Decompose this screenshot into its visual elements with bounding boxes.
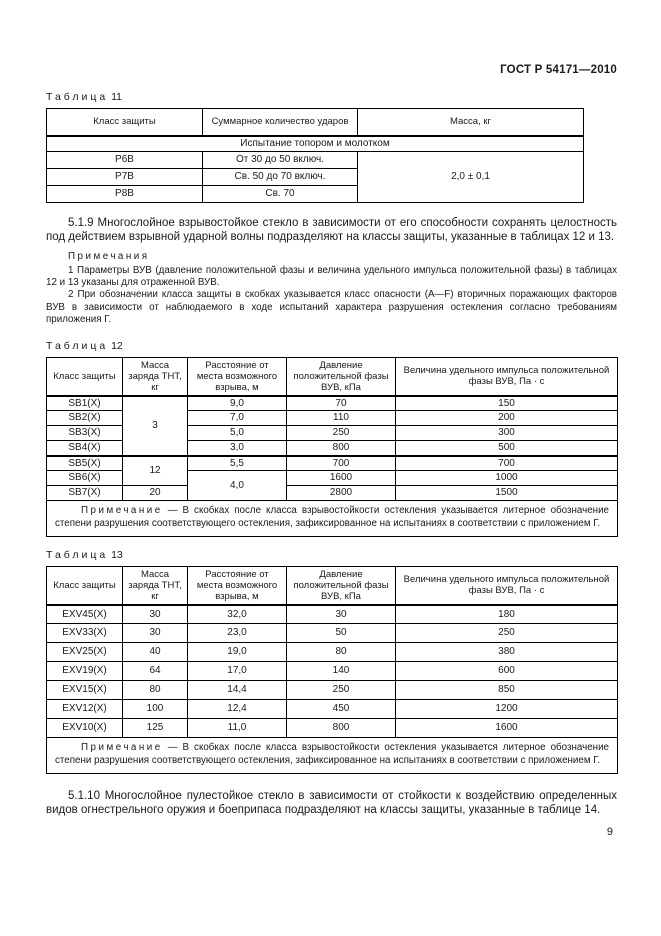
table-cell: 150: [396, 396, 618, 411]
table-cell: EXV33(X): [47, 624, 123, 643]
table-11: [46, 108, 584, 203]
table-row: [47, 486, 618, 501]
table-cell: SB7(X): [47, 486, 123, 501]
column-header: Класс защиты: [47, 109, 203, 136]
note-item: 1 Параметры ВУВ (давление положительной фазы и величина удельного импульса положительной фазы) в таблицах 12 и 13 указаны для отраженной ВУВ.: [46, 265, 617, 289]
notes-block: [46, 251, 617, 326]
column-header: Расстояние от места возможного взрыва, м: [188, 567, 287, 605]
column-header: Масса, кг: [358, 109, 584, 136]
table-cell: 100: [123, 700, 188, 719]
column-header: Класс защиты: [47, 567, 123, 605]
table-cell: SB2(X): [47, 411, 123, 426]
table-cell: 250: [287, 426, 396, 441]
table-cell: SB1(X): [47, 396, 123, 411]
table13-label: [46, 549, 617, 561]
table-cell: 800: [287, 441, 396, 456]
document-header: ГОСТ Р 54171—2010: [500, 64, 617, 76]
table-note-text: — В скобках после класса взрывостойкости остекления указывается литерное обозначение степени разрушения соответствующего остекления, зафиксированное на испытаниях в соответствии с приложением Г.: [55, 742, 609, 766]
table-cell: EXV10(X): [47, 719, 123, 738]
column-header: Класс защиты: [47, 358, 123, 396]
column-header: Давление положительной фазы ВУВ, кПа: [287, 567, 396, 605]
table-cell: 32,0: [188, 605, 287, 624]
page-number: 9: [606, 825, 613, 838]
paragraph-5-1-10: 5.1.10 Многослойное пулестойкое стекло в зависимости от стойкости к воздействию определенных видов огнестрельного оружия и боеприпаса подразделяют на классы защиты, указанные в таблице 14.: [46, 790, 617, 817]
column-header: Давление положительной фазы ВУВ, кПа: [287, 358, 396, 396]
table-cell: 1600: [287, 471, 396, 486]
table12-label-word: Таблица: [46, 340, 109, 353]
table-cell: SB3(X): [47, 426, 123, 441]
table-note: [47, 738, 618, 774]
table11-label: [46, 91, 617, 103]
table-cell: 12,4: [188, 700, 287, 719]
table-cell: EXV19(X): [47, 662, 123, 681]
table11-label-word: Таблица: [46, 91, 109, 103]
table11-label-number: 11: [111, 91, 122, 103]
paragraph-5-1-9: 5.1.9 Многослойное взрывостойкое стекло в зависимости от его способности сохранять целостность под действием взрывной ударной волны подразделяют на классы защиты, указанные в таблицах 12 и 13.: [46, 217, 617, 244]
table-cell: 3,0: [188, 441, 287, 456]
table-cell: 300: [396, 426, 618, 441]
table-cell: Св. 50 до 70 включ.: [203, 169, 358, 186]
table13-label-word: Таблица: [46, 549, 109, 562]
table-note-row: [47, 738, 618, 774]
table-cell: 110: [287, 411, 396, 426]
table-cell: 30: [123, 605, 188, 624]
table-cell: 3: [123, 396, 188, 456]
table-cell: 1500: [396, 486, 618, 501]
table-cell: 17,0: [188, 662, 287, 681]
table-13: [46, 566, 618, 774]
table-cell: 40: [123, 643, 188, 662]
table-cell: 2,0 ± 0,1: [358, 152, 584, 203]
table-cell: 7,0: [188, 411, 287, 426]
table-cell: EXV25(X): [47, 643, 123, 662]
table-section-title: Испытание топором и молотком: [47, 136, 584, 152]
table-cell: EXV15(X): [47, 681, 123, 700]
table13-label-number: 13: [111, 549, 123, 562]
table-cell: 2800: [287, 486, 396, 501]
table12-label: [46, 340, 617, 352]
column-header: Расстояние от места возможного взрыва, м: [188, 358, 287, 396]
table-cell: От 30 до 50 включ.: [203, 152, 358, 169]
table-row: [47, 700, 618, 719]
notes-heading: Примечания: [68, 250, 150, 262]
table-cell: Р6В: [47, 152, 203, 169]
table-cell: 800: [287, 719, 396, 738]
table-cell: 50: [287, 624, 396, 643]
table-cell: 30: [123, 624, 188, 643]
table-cell: 70: [287, 396, 396, 411]
table-cell: SB6(X): [47, 471, 123, 486]
table-section-row: [47, 136, 584, 152]
table-cell: 80: [123, 681, 188, 700]
table-cell: SB5(X): [47, 456, 123, 471]
table-cell: SB4(X): [47, 441, 123, 456]
table-cell: Р7В: [47, 169, 203, 186]
table-cell: 250: [396, 624, 618, 643]
table-cell: 1000: [396, 471, 618, 486]
table-cell: 180: [396, 605, 618, 624]
table-cell: 9,0: [188, 396, 287, 411]
column-header: Величина удельного импульса положительной фазы ВУВ, Па · с: [396, 567, 618, 605]
table-cell: 11,0: [188, 719, 287, 738]
column-header: Масса заряда ТНТ, кг: [123, 358, 188, 396]
table-cell: 64: [123, 662, 188, 681]
table-cell: 450: [287, 700, 396, 719]
table-cell: 700: [396, 456, 618, 471]
table-cell: EXV45(X): [47, 605, 123, 624]
table-cell: 200: [396, 411, 618, 426]
table-row: [47, 681, 618, 700]
table-cell: 30: [287, 605, 396, 624]
table-cell: 14,4: [188, 681, 287, 700]
table-cell: 5,0: [188, 426, 287, 441]
table-row: [47, 358, 618, 396]
table-12: [46, 357, 618, 537]
table-cell: 125: [123, 719, 188, 738]
table12-label-number: 12: [111, 340, 123, 353]
table-row: [47, 643, 618, 662]
column-header: Суммарное количество ударов: [203, 109, 358, 136]
table-cell: 5,5: [188, 456, 287, 471]
table-cell: 1600: [396, 719, 618, 738]
table-row: [47, 109, 584, 136]
table-cell: 140: [287, 662, 396, 681]
table-row: [47, 605, 618, 624]
table-row: [47, 662, 618, 681]
table-cell: 850: [396, 681, 618, 700]
table-cell: 700: [287, 456, 396, 471]
table-note-label: Примечание: [81, 505, 163, 517]
table-cell: 80: [287, 643, 396, 662]
table-cell: 4,0: [188, 471, 287, 501]
table-note-text: — В скобках после класса взрывостойкости остекления указывается литерное обозначение степени разрушения соответствующего остекления, зафиксированное на испытаниях в соответствии с приложением Г.: [55, 505, 609, 529]
table-cell: 20: [123, 486, 188, 501]
table-cell: 12: [123, 456, 188, 486]
table-cell: EXV12(X): [47, 700, 123, 719]
table-row: [47, 396, 618, 411]
table-cell: 380: [396, 643, 618, 662]
note-item: 2 При обозначении класса защиты в скобках указывается класс опасности (А—F) вторичных поражающих факторов ВУВ в зависимости от наблюдаемого в ходе испытаний характера разрушения остекления согласно требованиям приложения Г.: [46, 289, 617, 325]
table-row: [47, 719, 618, 738]
table-cell: 1200: [396, 700, 618, 719]
table-note-label: Примечание: [81, 742, 163, 754]
table-cell: 250: [287, 681, 396, 700]
table-row: [47, 567, 618, 605]
table-cell: 23,0: [188, 624, 287, 643]
table-cell: 500: [396, 441, 618, 456]
table-cell: 19,0: [188, 643, 287, 662]
table-cell: Св. 70: [203, 186, 358, 203]
table-row: [47, 152, 584, 169]
table-row: [47, 456, 618, 471]
table-row: [47, 624, 618, 643]
column-header: Масса заряда ТНТ, кг: [123, 567, 188, 605]
table-note-row: [47, 501, 618, 537]
column-header: Величина удельного импульса положительной фазы ВУВ, Па · с: [396, 358, 618, 396]
table-cell: Р8В: [47, 186, 203, 203]
table-cell: 600: [396, 662, 618, 681]
table-note: [47, 501, 618, 537]
